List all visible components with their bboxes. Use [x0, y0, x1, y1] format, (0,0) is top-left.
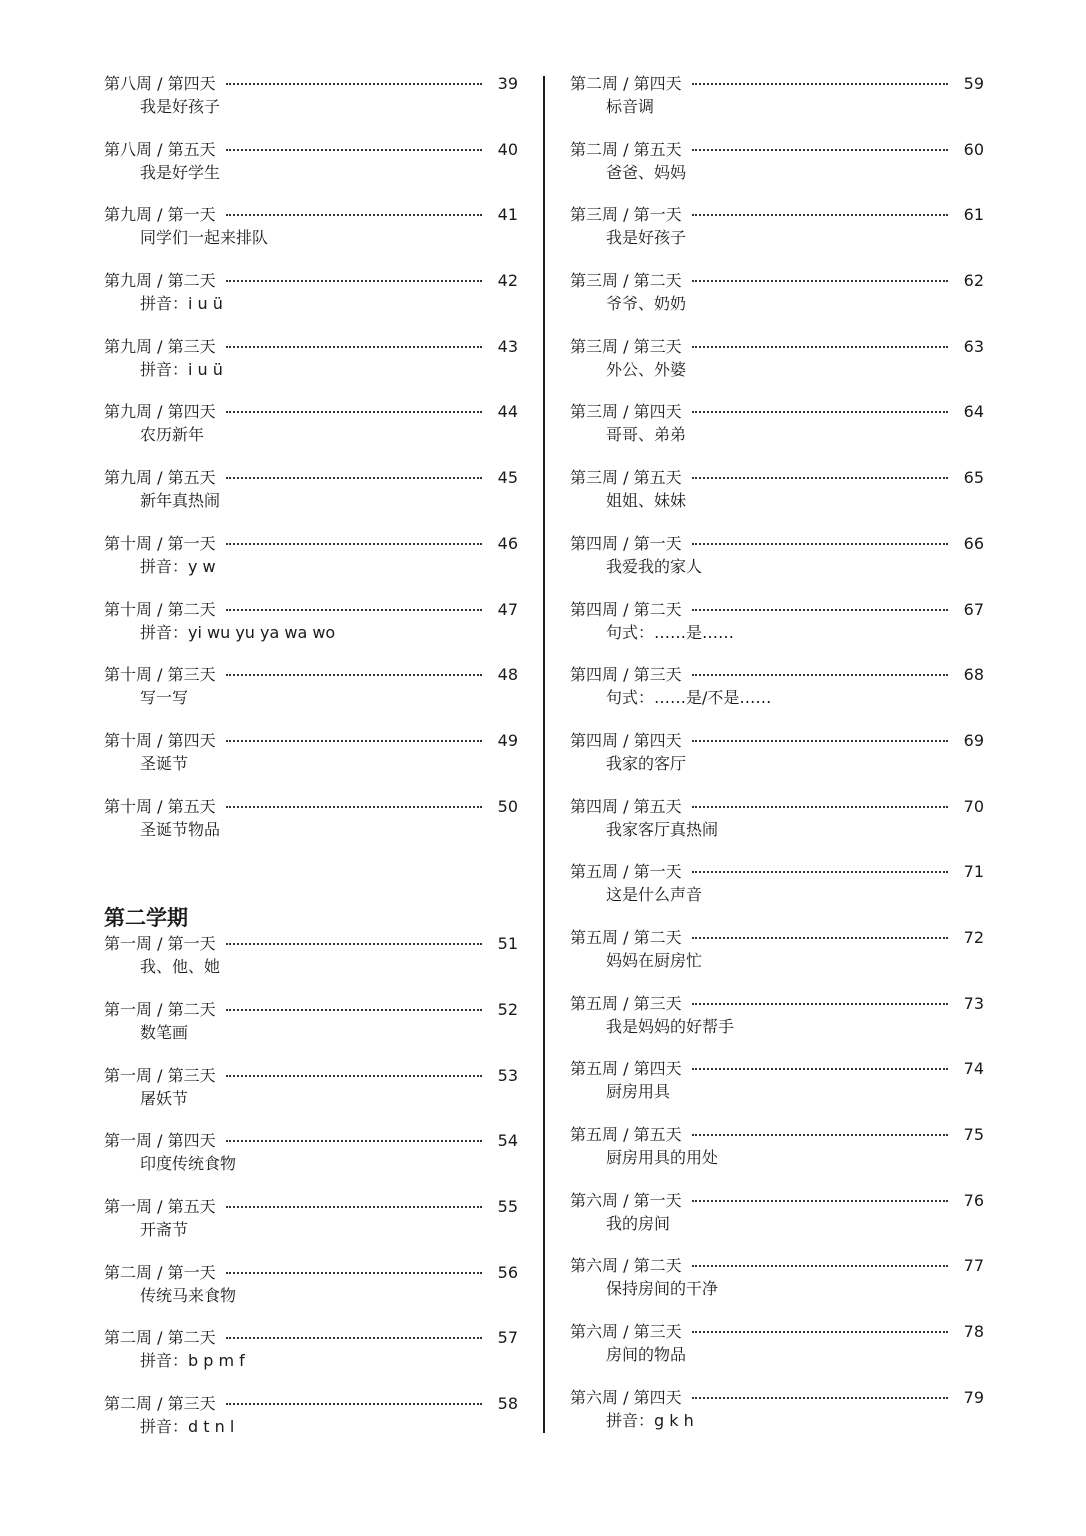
- toc-entry-label: 第十周 / 第五天: [104, 796, 216, 816]
- toc-entry-label: 第四周 / 第一天: [570, 533, 682, 553]
- toc-entry-title: 我、他、她: [140, 957, 221, 977]
- toc-entry-label: 第一周 / 第三天: [104, 1065, 216, 1085]
- toc-entry-label: 第二周 / 第二天: [104, 1328, 216, 1348]
- toc-entry-label: 第五周 / 第一天: [570, 862, 682, 882]
- toc-entry[interactable]: [104, 998, 518, 1064]
- dot-leader: [226, 543, 482, 545]
- toc-entry[interactable]: [570, 138, 984, 204]
- toc-entry[interactable]: [104, 203, 518, 269]
- toc-left-column: [104, 72, 518, 1458]
- toc-right-column: [570, 72, 984, 1451]
- toc-entry-page: 68: [963, 665, 984, 685]
- toc-entry-header: [570, 1254, 984, 1278]
- toc-entry-label: 第三周 / 第四天: [570, 402, 682, 422]
- toc-entry-header: [104, 400, 518, 424]
- toc-entry-title: 姐姐、妹妹: [606, 491, 687, 511]
- toc-entry-label: 第十周 / 第三天: [104, 665, 216, 685]
- toc-entry-header: [570, 663, 984, 687]
- toc-entry-label: 第十周 / 第二天: [104, 599, 216, 619]
- toc-entry-label: 第四周 / 第五天: [570, 796, 682, 816]
- toc-entry-label: 第一周 / 第五天: [104, 1197, 216, 1216]
- toc-entry-label: 第五周 / 第三天: [570, 993, 682, 1013]
- toc-entry-header: [570, 1057, 984, 1081]
- toc-entry-label: 第九周 / 第二天: [104, 271, 216, 291]
- toc-entry-header: [104, 663, 518, 687]
- toc-entry-page: 67: [963, 599, 984, 619]
- toc-entry-header: [104, 466, 518, 490]
- toc-entry-page: 64: [963, 402, 984, 422]
- toc-entry-page: 61: [963, 205, 984, 225]
- toc-entry-page: 51: [497, 934, 518, 954]
- toc-entry[interactable]: [570, 992, 984, 1058]
- toc-entry-header: [104, 795, 518, 819]
- toc-entry-page: 43: [497, 336, 518, 356]
- toc-entry[interactable]: [570, 1057, 984, 1123]
- toc-entry[interactable]: [104, 532, 518, 598]
- dot-leader: [226, 346, 482, 348]
- toc-entry-header: [104, 1129, 518, 1153]
- toc-entry-title: 写一写: [140, 688, 189, 708]
- toc-entry-title: 爷爷、奶奶: [606, 294, 687, 314]
- dot-leader: [226, 477, 482, 479]
- toc-entry-label: 第六周 / 第二天: [570, 1256, 682, 1276]
- dot-leader: [692, 674, 948, 676]
- toc-entry-page: 71: [963, 862, 984, 882]
- dot-leader: [692, 1200, 948, 1202]
- toc-entry[interactable]: [570, 203, 984, 269]
- toc-entry-header: [104, 269, 518, 293]
- dot-leader: [692, 871, 948, 873]
- toc-entry[interactable]: [104, 269, 518, 335]
- toc-entry-title: 圣诞节: [140, 753, 189, 773]
- toc-entry-label: 第一周 / 第四天: [104, 1131, 216, 1151]
- toc-entry-page: 42: [497, 271, 518, 291]
- toc-entry-header: [570, 729, 984, 753]
- dot-leader: [226, 411, 482, 413]
- toc-entry-page: 78: [963, 1322, 984, 1342]
- dot-leader: [226, 1140, 482, 1142]
- toc-entry[interactable]: [104, 1261, 518, 1327]
- toc-entry-title: 厨房用具: [606, 1082, 671, 1102]
- toc-entry-page: 39: [497, 74, 518, 93]
- toc-entry-label: 第八周 / 第五天: [104, 139, 216, 159]
- toc-entry-title: 同学们一起来排队: [140, 228, 269, 248]
- toc-entry-page: 45: [497, 468, 518, 488]
- dot-leader: [226, 1403, 482, 1405]
- toc-entry-label: 第九周 / 第四天: [104, 402, 216, 422]
- dot-leader: [226, 806, 482, 808]
- toc-entry-header: [104, 1064, 518, 1088]
- toc-entry-title: 我是妈妈的好帮手: [606, 1016, 735, 1036]
- toc-entry-label: 第六周 / 第一天: [570, 1190, 682, 1210]
- dot-leader: [226, 740, 482, 742]
- toc-entry[interactable]: [104, 1064, 518, 1130]
- toc-entry-header: [104, 1195, 518, 1219]
- toc-entry-header: [570, 1189, 984, 1213]
- toc-entry[interactable]: [570, 795, 984, 861]
- toc-entry-page: 49: [497, 730, 518, 750]
- toc-entry[interactable]: [104, 663, 518, 729]
- dot-leader: [226, 1075, 482, 1077]
- toc-entry-label: 第三周 / 第五天: [570, 468, 682, 488]
- toc-entry-header: [570, 466, 984, 490]
- toc-entry[interactable]: [104, 1326, 518, 1392]
- toc-entry-header: [104, 998, 518, 1022]
- toc-entry-header: [570, 1320, 984, 1344]
- toc-entry-page: 57: [497, 1328, 518, 1348]
- dot-leader: [226, 674, 482, 676]
- toc-entry-header: [570, 992, 984, 1016]
- toc-entry-header: [104, 1326, 518, 1350]
- toc-entry-header: [570, 598, 984, 622]
- toc-entry-header: [104, 1392, 518, 1416]
- toc-entry[interactable]: [570, 532, 984, 598]
- dot-leader: [692, 1397, 948, 1399]
- dot-leader: [692, 740, 948, 742]
- dot-leader: [692, 806, 948, 808]
- toc-entry-label: 第九周 / 第五天: [104, 468, 216, 488]
- toc-entry-header: [570, 926, 984, 950]
- dot-leader: [692, 83, 948, 85]
- toc-entry-label: 第十周 / 第四天: [104, 730, 216, 750]
- dot-leader: [692, 149, 948, 151]
- toc-list-right: [570, 72, 984, 1451]
- toc-entry-title: 厨房用具的用处: [606, 1148, 719, 1167]
- toc-entry-label: 第一周 / 第一天: [104, 934, 216, 954]
- toc-entry[interactable]: [570, 598, 984, 664]
- toc-entry-title: 爸爸、妈妈: [606, 162, 687, 182]
- toc-entry[interactable]: [104, 335, 518, 401]
- toc-entry-page: 40: [497, 139, 518, 159]
- toc-entry-header: [104, 335, 518, 359]
- toc-entry-title: 这是什么声音: [606, 885, 703, 905]
- toc-entry-label: 第一周 / 第二天: [104, 999, 216, 1019]
- toc-entry-label: 第九周 / 第一天: [104, 205, 216, 225]
- toc-entry-title: 我是好孩子: [606, 228, 687, 248]
- toc-entry-label: 第三周 / 第三天: [570, 336, 682, 356]
- toc-entry-header: [570, 1123, 984, 1147]
- toc-entry-page: 50: [497, 796, 518, 816]
- toc-entry-header: [570, 335, 984, 359]
- toc-entry-page: 74: [963, 1059, 984, 1079]
- toc-entry-title: 房间的物品: [606, 1345, 687, 1365]
- toc-entry-page: 41: [497, 205, 518, 225]
- toc-entry[interactable]: [570, 466, 984, 532]
- toc-entry[interactable]: [104, 1392, 518, 1458]
- dot-leader: [692, 1265, 948, 1267]
- toc-entry-header: [104, 1261, 518, 1285]
- toc-entry-label: 第八周 / 第四天: [104, 74, 216, 93]
- toc-entry[interactable]: [570, 400, 984, 466]
- toc-entry-title: 标音调: [606, 97, 655, 116]
- toc-entry[interactable]: [570, 1386, 984, 1452]
- toc-entry-page: 76: [963, 1190, 984, 1210]
- toc-entry[interactable]: [104, 1195, 518, 1261]
- toc-entry-title: 我爱我的家人: [606, 556, 703, 576]
- toc-entry-page: 54: [497, 1131, 518, 1151]
- toc-entry-header: [104, 598, 518, 622]
- dot-leader: [692, 477, 948, 479]
- toc-entry-title: 拼音：yi wu yu ya wa wo: [140, 622, 336, 642]
- toc-entry-header: [104, 138, 518, 162]
- toc-entry-header: [570, 138, 984, 162]
- toc-entry-title: 外公、外婆: [606, 359, 687, 379]
- toc-entry-page: 46: [497, 533, 518, 553]
- toc-entry[interactable]: [570, 72, 984, 138]
- toc-entry[interactable]: [104, 400, 518, 466]
- toc-entry-page: 55: [497, 1197, 518, 1216]
- toc-entry-label: 第二周 / 第五天: [570, 139, 682, 159]
- toc-entry-title: 保持房间的干净: [606, 1279, 719, 1299]
- dot-leader: [692, 543, 948, 545]
- toc-entry-header: [570, 269, 984, 293]
- toc-entry[interactable]: [104, 72, 518, 138]
- toc-entry-header: [570, 795, 984, 819]
- toc-entry-title: 传统马来食物: [140, 1285, 237, 1305]
- toc-entry-header: [570, 532, 984, 556]
- toc-entry-title: 妈妈在厨房忙: [606, 950, 703, 970]
- toc-entry[interactable]: [570, 1189, 984, 1255]
- toc-entry[interactable]: [104, 795, 518, 861]
- dot-leader: [226, 1337, 482, 1339]
- toc-entry[interactable]: [570, 335, 984, 401]
- toc-entry-title: 拼音：g k h: [606, 1410, 694, 1430]
- dot-leader: [692, 280, 948, 282]
- toc-entry-title: 农历新年: [140, 425, 205, 445]
- toc-entry-page: 73: [963, 993, 984, 1013]
- dot-leader: [226, 1206, 482, 1208]
- dot-leader: [226, 943, 482, 945]
- toc-entry[interactable]: [104, 598, 518, 664]
- toc-entry[interactable]: [570, 729, 984, 795]
- toc-entry-title: 拼音：y w: [140, 556, 216, 576]
- toc-entry[interactable]: [104, 138, 518, 204]
- toc-entry-page: 66: [963, 533, 984, 553]
- toc-entry-header: [570, 203, 984, 227]
- toc-entry-page: 63: [963, 336, 984, 356]
- toc-entry-label: 第五周 / 第四天: [570, 1059, 682, 1079]
- toc-entry-title: 我是好孩子: [140, 97, 221, 116]
- dot-leader: [692, 1331, 948, 1333]
- dot-leader: [692, 411, 948, 413]
- dot-leader: [226, 214, 482, 216]
- dot-leader: [692, 346, 948, 348]
- dot-leader: [226, 609, 482, 611]
- dot-leader: [692, 214, 948, 216]
- toc-entry-label: 第九周 / 第三天: [104, 336, 216, 356]
- toc-entry-title: 新年真热闹: [140, 491, 221, 511]
- toc-entry-page: 72: [963, 927, 984, 947]
- dot-leader: [226, 1272, 482, 1274]
- toc-entry[interactable]: [570, 860, 984, 926]
- toc-entry-label: 第二周 / 第四天: [570, 74, 682, 93]
- dot-leader: [692, 609, 948, 611]
- toc-entry[interactable]: [570, 1320, 984, 1386]
- dot-leader: [226, 149, 482, 151]
- toc-entry-header: [104, 72, 518, 96]
- toc-entry[interactable]: [104, 932, 518, 998]
- dot-leader: [692, 1134, 948, 1136]
- toc-entry-title: 我是好学生: [140, 162, 221, 182]
- toc-entry[interactable]: [570, 926, 984, 992]
- toc-entry-page: 70: [963, 796, 984, 816]
- toc-entry-title: 拼音：i u ü: [140, 294, 223, 314]
- dot-leader: [226, 1009, 482, 1011]
- dot-leader: [226, 280, 482, 282]
- toc-entry-label: 第六周 / 第三天: [570, 1322, 682, 1342]
- toc-entry-label: 第五周 / 第五天: [570, 1125, 682, 1144]
- dot-leader: [692, 1068, 948, 1070]
- toc-entry-page: 52: [497, 999, 518, 1019]
- toc-entry-header: [104, 729, 518, 753]
- dot-leader: [226, 83, 482, 85]
- toc-entry-label: 第四周 / 第四天: [570, 730, 682, 750]
- dot-leader: [692, 937, 948, 939]
- toc-entry-title: 屠妖节: [140, 1088, 189, 1108]
- toc-entry-title: 我家的客厅: [606, 753, 687, 773]
- toc-entry[interactable]: [570, 269, 984, 335]
- toc-entry-header: [570, 1386, 984, 1410]
- toc-entry-page: 59: [963, 74, 984, 93]
- toc-list-before-section: [104, 72, 518, 860]
- toc-entry-label: 第五周 / 第二天: [570, 927, 682, 947]
- toc-entry-page: 47: [497, 599, 518, 619]
- toc-entry[interactable]: [104, 466, 518, 532]
- toc-entry-label: 第二周 / 第三天: [104, 1394, 216, 1414]
- toc-entry-page: 62: [963, 271, 984, 291]
- toc-entry-title: 数笔画: [140, 1022, 189, 1042]
- toc-entry[interactable]: [570, 1123, 984, 1189]
- toc-entry-header: [104, 932, 518, 956]
- toc-entry-title: 我家客厅真热闹: [606, 819, 719, 839]
- dot-leader: [692, 1003, 948, 1005]
- toc-entry[interactable]: [104, 729, 518, 795]
- toc-entry-title: 印度传统食物: [140, 1154, 237, 1174]
- toc-entry-title: 哥哥、弟弟: [606, 425, 687, 445]
- toc-entry-page: 75: [963, 1125, 984, 1144]
- toc-entry-title: 句式：……是……: [606, 622, 735, 642]
- toc-entry-header: [104, 203, 518, 227]
- toc-entry-label: 第三周 / 第二天: [570, 271, 682, 291]
- toc-entry-header: [570, 72, 984, 96]
- toc-entry-page: 77: [963, 1256, 984, 1276]
- toc-entry-title: 开斋节: [140, 1220, 189, 1239]
- toc-entry-label: 第四周 / 第三天: [570, 665, 682, 685]
- toc-entry[interactable]: [570, 1254, 984, 1320]
- column-divider: [543, 76, 545, 1433]
- toc-entry[interactable]: [570, 663, 984, 729]
- toc-entry-title: 句式：……是/不是……: [606, 688, 772, 708]
- toc-entry-title: 圣诞节物品: [140, 819, 221, 839]
- toc-entry-page: 79: [963, 1387, 984, 1407]
- toc-entry-label: 第二周 / 第一天: [104, 1262, 216, 1282]
- toc-entry-page: 44: [497, 402, 518, 422]
- toc-entry-label: 第四周 / 第二天: [570, 599, 682, 619]
- toc-entry[interactable]: [104, 1129, 518, 1195]
- toc-entry-label: 第三周 / 第一天: [570, 205, 682, 225]
- toc-entry-title: 拼音：i u ü: [140, 359, 223, 379]
- toc-entry-label: 第六周 / 第四天: [570, 1387, 682, 1407]
- toc-entry-page: 53: [497, 1065, 518, 1085]
- toc-entry-page: 48: [497, 665, 518, 685]
- toc-entry-page: 60: [963, 139, 984, 159]
- section-title: 第二学期: [104, 906, 188, 931]
- toc-entry-page: 69: [963, 730, 984, 750]
- toc-entry-page: 58: [497, 1394, 518, 1414]
- toc-entry-page: 65: [963, 468, 984, 488]
- toc-entry-title: 我的房间: [606, 1213, 671, 1233]
- toc-entry-header: [104, 532, 518, 556]
- toc-entry-header: [570, 860, 984, 884]
- toc-entry-page: 56: [497, 1262, 518, 1282]
- toc-entry-title: 拼音：d t n l: [140, 1417, 235, 1437]
- toc-entry-label: 第十周 / 第一天: [104, 533, 216, 553]
- toc-entry-title: 拼音：b p m f: [140, 1351, 245, 1371]
- toc-entry-header: [570, 400, 984, 424]
- toc-list-after-section: [104, 932, 518, 1458]
